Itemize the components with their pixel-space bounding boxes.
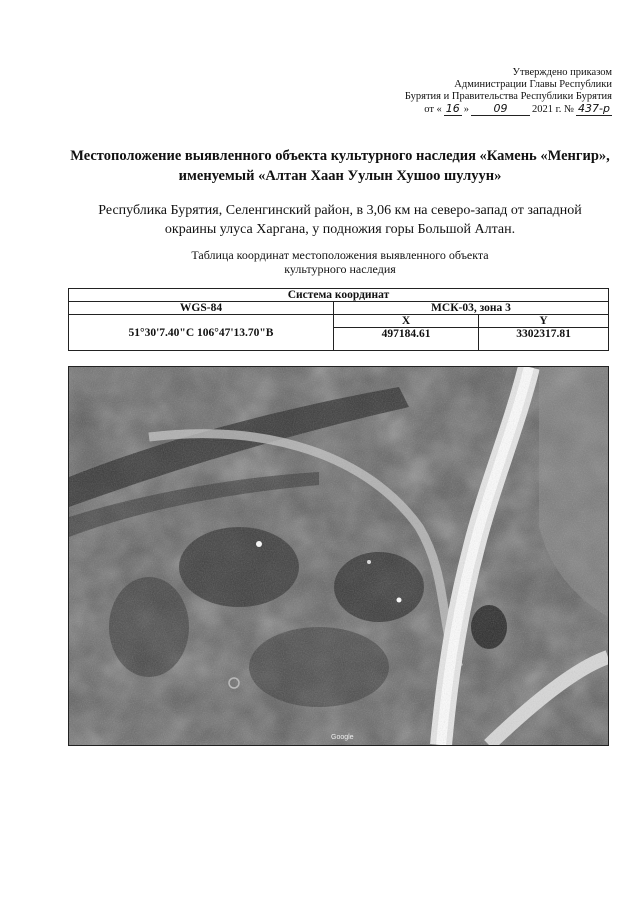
approval-line-2: Администрации Главы Республики	[454, 79, 612, 90]
date-mid: »	[463, 104, 470, 115]
approval-date-row	[352, 103, 612, 116]
x-value: 497184.61	[334, 328, 479, 351]
wgs-label: WGS-84	[69, 302, 334, 315]
satellite-image	[69, 367, 608, 745]
order-number: 437-р	[578, 102, 610, 115]
location-description: Республика Бурятия, Селенгинский район, в 3,06 км на северо-запад от западной окраины улуса Харгана, у подножия горы Большой Алтан.	[98, 203, 582, 237]
date-prefix: от «	[424, 104, 442, 115]
y-value: 3302317.81	[479, 328, 609, 351]
date-year: 2021 г. №	[532, 104, 575, 115]
table-row	[69, 302, 609, 315]
document-title: Местоположение выявленного объекта культурного наследия «Камень «Менгир», именуемый «Алтан Хаан Уулын Хушоо шулуун»	[70, 148, 610, 184]
approval-line-3: Бурятия и Правительства Республики Бурятия	[404, 91, 612, 102]
date-month: 09	[471, 103, 530, 116]
msk-label: МСК-03, зона 3	[334, 302, 609, 315]
table-row	[69, 289, 609, 302]
map-attribution: Google	[331, 734, 354, 741]
approval-line-1: Утверждено приказом	[512, 67, 612, 78]
approval-stamp	[352, 67, 612, 116]
table-caption: Таблица координат местоположения выявленного объекта культурного наследия	[191, 248, 489, 276]
y-label: Y	[479, 315, 609, 328]
x-label: X	[334, 315, 479, 328]
date-day: 16	[445, 102, 460, 115]
wgs-value: 51°30'7.40"С 106°47'13.70"В	[69, 315, 334, 351]
table-row	[69, 315, 609, 328]
satellite-map	[68, 366, 609, 746]
coord-system-header: Система координат	[69, 289, 609, 302]
coordinates-table	[68, 288, 609, 351]
